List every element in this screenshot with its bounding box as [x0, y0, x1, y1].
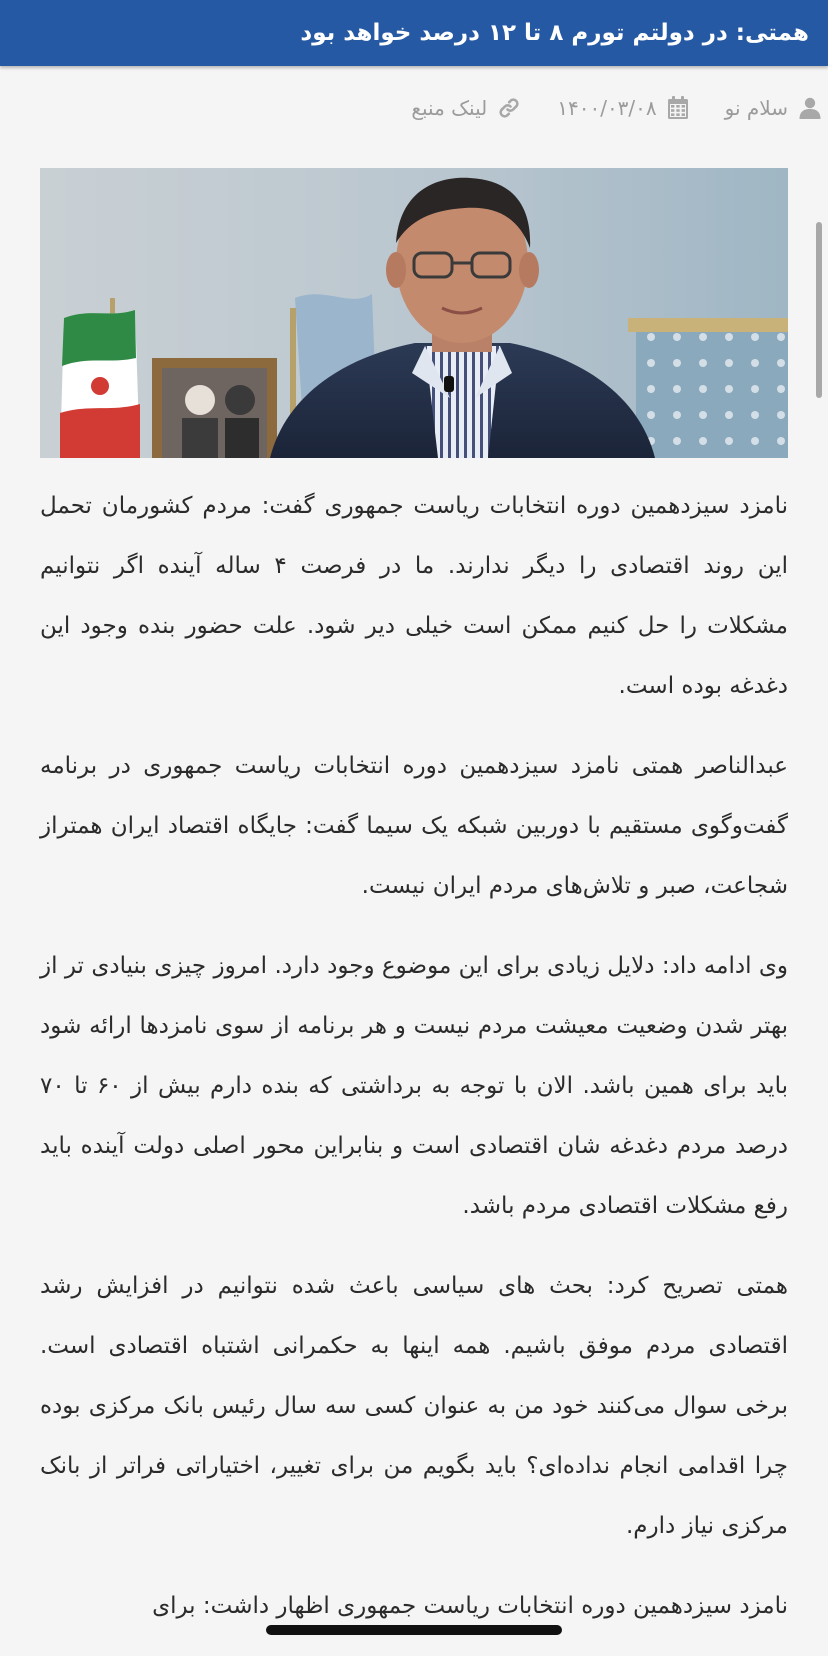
article-paragraph: همتی تصریح کرد: بحث های سیاسی باعث شده نتوانیم در افزایش رشد اقتصادی مردم موفق باشیم. همه اینها به حکمرانی اشتباه اقتصادی است. برخی سوال می‌کنند خود من به عنوان کسی سه سال رئیس بانک مرکزی بوده چرا اقدامی انجام نداده‌ای؟ باید بگویم من برای تغییر، اختیاراتی فراتر از بانک مرکزی نیاز دارم. — [40, 1273, 788, 1539]
scrollbar[interactable] — [816, 222, 822, 398]
publish-date: ۱۴۰۰/۰۳/۰۸ — [557, 96, 657, 120]
user-icon — [798, 96, 822, 120]
article-image — [40, 168, 788, 458]
link-icon — [497, 96, 521, 120]
source-name: سلام نو — [724, 96, 788, 120]
source-link-label[interactable]: لینک منبع — [411, 96, 488, 120]
top-bar — [0, 0, 828, 66]
article-meta — [0, 88, 828, 128]
article-body — [40, 476, 788, 1656]
home-indicator[interactable] — [266, 1625, 562, 1635]
article-paragraph: عبدالناصر همتی نامزد سیزدهمین دوره انتخابات ریاست جمهوری در برنامه گفت‌وگوی مستقیم با دوربین شبکه یک سیما گفت: جایگاه اقتصاد ایران همتراز شجاعت، صبر و تلاش‌های مردم ایران نیست. — [40, 753, 788, 899]
meta-date — [557, 96, 688, 120]
article-paragraph: وی ادامه داد: دلایل زیادی برای این موضوع وجود دارد. امروز چیزی بنیادی تر از بهتر شدن وضعیت معیشت مردم نیست و هر برنامه از سوی نامزدها ارائه شود باید برای همین باشد. الان با توجه به برداشتی که بنده دارم بیش از ۶۰ تا ۷۰ درصد مردم دغدغه شان اقتصادی است و بنابراین محور اصلی دولت آینده باید رفع مشکلات اقتصادی مردم باشد. — [40, 953, 788, 1219]
article-photo — [40, 168, 788, 458]
article-title: همتی: در دولتم تورم ۸ تا ۱۲ درصد خواهد بود — [300, 20, 809, 46]
calendar-icon — [667, 96, 689, 120]
article-paragraph: نامزد سیزدهمین دوره انتخابات ریاست جمهوری اظهار داشت: برای — [152, 1593, 788, 1619]
article-paragraph: نامزد سیزدهمین دوره انتخابات ریاست جمهوری گفت: مردم کشورمان تحمل این روند اقتصادی را دیگر ندارند. ما در فرصت ۴ ساله آینده اگر نتوانیم مشکلات را حل کنیم ممکن است خیلی دیر شود. علت حضور بنده وجود این دغدغه بوده است. — [40, 493, 789, 699]
meta-source — [725, 96, 822, 120]
meta-source-link[interactable] — [411, 96, 521, 120]
